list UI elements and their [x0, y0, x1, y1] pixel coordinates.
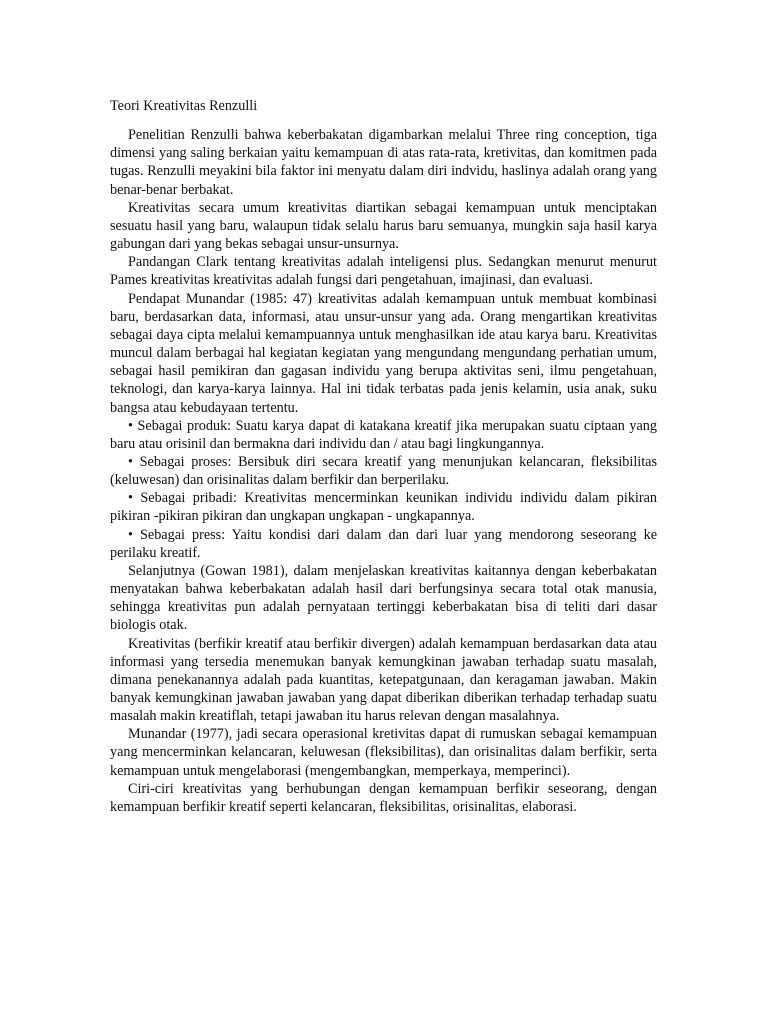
paragraph-kreativitas-umum: Kreativitas secara umum kreativitas diartikan sebagai kemampuan untuk menciptakan sesuatu hasil yang baru, walaupun tidak selalu harus baru semuanya, mungkin saja hasil karya gabungan dari yang bekas sebagai unsur-unsurnya. — [110, 199, 657, 253]
paragraph-gowan: Selanjutnya (Gowan 1981), dalam menjelaskan kreativitas kaitannya dengan keberbakatan menyatakan bahwa keberbakatan adalah hasil dari berfungsinya secara total otak manusia, sehingga kreativitas pun adalah pernyataan tertinggi keberbakatan bisa di teliti dari dasar biologis otak. — [110, 562, 657, 634]
paragraph-berfikir-divergen: Kreativitas (berfikir kreatif atau berfikir divergen) adalah kemampuan berdasarkan data atau informasi yang tersedia menemukan banyak kemungkinan jawaban terhadap suatu masalah, dimana penekanannya adalah pada kuantitas, ketepatgunaan, dan keragaman jawaban. Makin banyak kemungkinan jawaban jawaban yang dapat diberikan diberikan terhadap terhadap suatu masalah makin kreatiflah, tetapi jawaban itu harus relevan dengan masalahnya. — [110, 635, 657, 725]
paragraph-clark: Pandangan Clark tentang kreativitas adalah inteligensi plus. Sedangkan menurut menurut Pames kreativitas kreativitas adalah fungsi dari pengetahuan, imajinasi, dan evaluasi. — [110, 254, 657, 289]
document-title: Teori Kreativitas Renzulli — [110, 98, 258, 114]
paragraph-munandar-1977: Munandar (1977), jadi secara operasional kretivitas dapat di rumuskan sebagai kemampuan yang mencerminkan kelancaran, keluwesan (fleksibilitas), dan orisinalitas dalam berfikir, serta kemampuan untuk mengelaborasi (mengembangkan, memperkaya, memperinci). — [110, 726, 657, 779]
bullet-pribadi: • Sebagai pribadi: Kreativitas mencerminkan keunikan individu individu dalam pikiran pikiran -pikiran pikiran dan ungkapan ungkapan - ungkapannya. — [110, 490, 657, 525]
bullet-proses: • Sebagai proses: Bersibuk diri secara kreatif yang menunjukan kelancaran, fleksibilitas (keluwesan) dan orisinalitas dalam berfikir dan berperilaku. — [110, 453, 657, 489]
paragraph-ciri-ciri: Ciri-ciri kreativitas yang berhubungan dengan kemampuan berfikir seseorang, dengan kemampuan berfikir kreatif seperti kelancaran, fleksibilitas, orisinalitas, elaborasi. — [110, 780, 657, 815]
paragraph-munandar-1985: Pendapat Munandar (1985: 47) kreativitas adalah kemampuan untuk membuat kombinasi baru, berdasarkan data, informasi, atau unsur-unsur yang ada. Orang mengartikan kreativitas sebagai daya cipta melalui kemampuannya untuk menghasilkan ide atau karya baru. Kreativitas muncul dalam berbagai hal kegiatan kegiatan yang mengundang mengundang perhatian umum, sebagai hasil pemikiran dan gagasan individu yang berupa aktivitas seni, ilmu pengetahuan, teknologi, dan karya-karya lainnya. Hal ini tidak terbatas pada jenis kelamin, usia anak, suku bangsa atau kebudayaan tertentu. — [110, 290, 657, 416]
document-page — [110, 97, 657, 816]
bullet-press: • Sebagai press: Yaitu kondisi dari dalam dan dari luar yang mendorong seseorang ke perilaku kreatif. — [110, 526, 657, 561]
bullet-produk: • Sebagai produk: Suatu karya dapat di katakana kreatif jika merupakan suatu ciptaan yang baru atau orisinil dan bermakna dari individu dan / atau bagi lingkungannya. — [110, 417, 657, 452]
paragraph-renzulli: Penelitian Renzulli bahwa keberbakatan digambarkan melalui Three ring conception, tiga dimensi yang saling berkaian yaitu kemampuan di atas rata-rata, kretivitas, dan komitmen pada tugas. Renzulli meyakini bila faktor ini menyatu dalam diri indvidu, haslinya adalah orang yang benar-benar berbakat. — [110, 127, 657, 198]
